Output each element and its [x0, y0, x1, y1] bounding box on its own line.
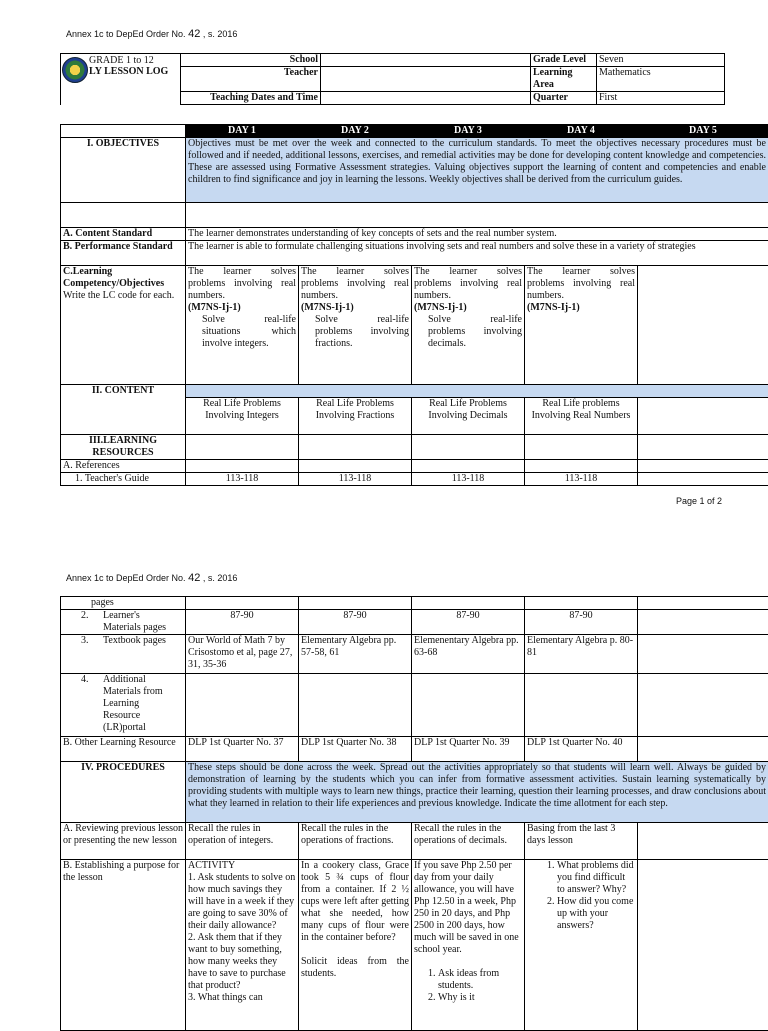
content-label: II. CONTENT — [61, 385, 186, 435]
establishing-day-2[interactable]: In a cookery class, Grace took 5 ¾ cups of flour from a container. If 2 ½ cups were left after getting what she needed, how many cups of flour were in the container before? Solicit ideas from the students. — [299, 860, 412, 1031]
procedures-label: IV. PROCEDURES — [61, 762, 186, 823]
teacher-label: Teacher — [181, 67, 321, 92]
competency-day-5[interactable] — [638, 266, 768, 385]
competency-sub: Write the LC code for each. — [63, 290, 183, 302]
establishing-label: B. Establishing a purpose for the lesson — [61, 860, 186, 1031]
objectives-label: I. OBJECTIVES — [61, 138, 186, 203]
textbook-day-5[interactable] — [638, 635, 768, 674]
reviewing-day-5[interactable] — [638, 823, 768, 860]
reviewing-label: A. Reviewing previous lesson or presenting the new lesson — [61, 823, 186, 860]
content-day-4[interactable]: Real Life problems Involving Real Numbers — [525, 398, 638, 435]
teachers-guide-day-3[interactable]: 113-118 — [412, 473, 525, 486]
teachers-guide-day-1[interactable]: 113-118 — [186, 473, 299, 486]
other-day-5[interactable] — [638, 737, 768, 762]
procedures-text: These steps should be done across the week. Spread out the activities appropriately so that students will learn well. Always be guided by demonstration of learning by the students which you can infer from formative assessment activities. Sustain learning systematically by providing students with multiple ways to learn new things, practice their learning, question their learning processes, and draw conclusions about what they learned in relation to their life experiences and previous knowledge. Indicate the time allotment for each step. — [186, 762, 768, 823]
additional-materials-label: 4. Additional Materials from Learning Resource (LR)portal — [61, 674, 186, 737]
teacher-value[interactable] — [321, 67, 531, 92]
grade-level-value[interactable]: Seven — [597, 54, 725, 67]
content-band — [186, 385, 768, 398]
textbook-label: 3. Textbook pages — [61, 635, 186, 674]
learners-day-1[interactable]: 87-90 — [186, 610, 299, 635]
day-1-header: DAY 1 — [186, 125, 299, 138]
content-day-2[interactable]: Real Life Problems Involving Fractions — [299, 398, 412, 435]
learning-area-value[interactable]: Mathematics — [597, 67, 725, 92]
textbook-day-4[interactable]: Elementary Algebra p. 80-81 — [525, 635, 638, 674]
learners-day-5[interactable] — [638, 610, 768, 635]
school-value[interactable] — [321, 54, 531, 67]
learners-day-2[interactable]: 87-90 — [299, 610, 412, 635]
textbook-day-1[interactable]: Our World of Math 7 by Crisostomo et al, page 27, 31, 35-36 — [186, 635, 299, 674]
grade-range: GRADE 1 to 12 — [89, 55, 168, 66]
teachers-guide-day-5[interactable] — [638, 473, 768, 486]
establishing-day-4-list: 1. What problems did you find difficult to answer? Why? 2. How did you come up with your answers? — [527, 860, 635, 932]
annex-note: Annex 1c to DepEd Order No. 42 , s. 2016 — [66, 28, 237, 40]
establishing-day-4[interactable] — [525, 860, 638, 1031]
school-logo-cell — [61, 54, 181, 105]
quarter-label: Quarter — [531, 92, 597, 105]
learning-resources-label: III.LEARNING RESOURCES — [61, 435, 186, 460]
learners-day-4[interactable]: 87-90 — [525, 610, 638, 635]
other-day-2[interactable]: DLP 1st Quarter No. 38 — [299, 737, 412, 762]
day-2-header: DAY 2 — [299, 125, 412, 138]
content-standard-label: A. Content Standard — [61, 228, 186, 241]
teachers-guide-day-4[interactable]: 113-118 — [525, 473, 638, 486]
grade-level-label: Grade Level — [531, 54, 597, 67]
lesson-log-title: LY LESSON LOG — [89, 66, 168, 77]
lesson-log-table-page1 — [60, 124, 768, 486]
objectives-text: Objectives must be met over the week and connected to the curriculum standards. To meet the objectives necessary procedures must be followed and if needed, additional lessons, exercises, and remedial activities may be done for developing content knowledge and competencies. These are assessed using Formative Assessment strategies. Valuing objectives support the learning of content and competencies and enable children to find significance and joy in learning the lessons. Weekly objectives shall be derived from the curriculum guides. — [186, 138, 768, 203]
competency-day-4[interactable]: The learner solves problems involving real numbers. (M7NS-Ij-1) — [525, 266, 638, 385]
day-4-header: DAY 4 — [525, 125, 638, 138]
other-day-4[interactable]: DLP 1st Quarter No. 40 — [525, 737, 638, 762]
content-day-5[interactable] — [638, 398, 768, 435]
header-table — [60, 53, 725, 105]
establishing-day-3[interactable]: If you save Php 2.50 per day from your daily allowance, you will have Php 12.50 in a week, Php 250 in 20 days, and Php 2500 in 200 days, how much will be saved in one school year. 1. Ask ideas from students. 2. Why is it — [412, 860, 525, 1031]
reviewing-day-4[interactable]: Basing from the last 3 days lesson — [525, 823, 638, 860]
performance-standard-text: The learner is able to formulate challenging situations involving sets and real numbers and solve these in a variety of strategies — [186, 241, 768, 266]
competency-day-3[interactable]: The learner solves problems involving real numbers. (M7NS-Ij-1) Solve real-life problems involving decimals. — [412, 266, 525, 385]
other-day-3[interactable]: DLP 1st Quarter No. 39 — [412, 737, 525, 762]
competency-day-1[interactable]: The learner solves problems involving real numbers. (M7NS-Ij-1) Solve real-life situations which involve integers. — [186, 266, 299, 385]
establishing-day-3-list: 1. Ask ideas from students. 2. Why is it — [414, 968, 522, 1004]
annex-note-page2: Annex 1c to DepEd Order No. 42 , s. 2016 — [66, 572, 237, 584]
establishing-day-1[interactable]: ACTIVITY 1. Ask students to solve on how much savings they will have in a week if they are going to save 30% of their daily allowance? 2. Ask them that if they want to buy something, how many weeks they have to save to purchase that product? 3. What things can — [186, 860, 299, 1031]
page-number: Page 1 of 2 — [676, 496, 722, 506]
reviewing-day-1[interactable]: Recall the rules in operation of integers. — [186, 823, 299, 860]
teachers-guide-day-2[interactable]: 113-118 — [299, 473, 412, 486]
textbook-day-3[interactable]: Elemenentary Algebra pp. 63-68 — [412, 635, 525, 674]
references-label: A. References — [61, 460, 186, 473]
teachers-guide-label: 1. Teacher's Guide — [61, 473, 186, 486]
day-3-header: DAY 3 — [412, 125, 525, 138]
establishing-day-5[interactable] — [638, 860, 768, 1031]
objectives-blank[interactable] — [186, 203, 768, 228]
content-standard-text: The learner demonstrates understanding of key concepts of sets and the real number system. — [186, 228, 768, 241]
learners-day-3[interactable]: 87-90 — [412, 610, 525, 635]
day-5-header: DAY 5 — [638, 125, 768, 138]
competency-label: C.Learning Competency/Objectives — [63, 266, 183, 290]
performance-standard-label: B. Performance Standard — [61, 241, 186, 266]
reviewing-day-2[interactable]: Recall the rules in the operations of fractions. — [299, 823, 412, 860]
other-day-1[interactable]: DLP 1st Quarter No. 37 — [186, 737, 299, 762]
learners-materials-label: 2. Learner's Materials pages — [61, 610, 186, 635]
teaching-dates-label: Teaching Dates and Time — [181, 92, 321, 105]
quarter-value[interactable]: First — [597, 92, 725, 105]
pages-label: pages — [61, 597, 186, 610]
reviewing-day-3[interactable]: Recall the rules in the operations of decimals. — [412, 823, 525, 860]
content-day-1[interactable]: Real Life Problems Involving Integers — [186, 398, 299, 435]
competency-day-2[interactable]: The learner solves problems involving real numbers. (M7NS-Ij-1) Solve real-life problems involving fractions. — [299, 266, 412, 385]
other-resource-label: B. Other Learning Resource — [61, 737, 186, 762]
teaching-dates-value[interactable] — [321, 92, 531, 105]
content-day-3[interactable]: Real Life Problems Involving Decimals — [412, 398, 525, 435]
competency-label-cell — [61, 266, 186, 385]
deped-seal-icon — [62, 57, 88, 83]
textbook-day-2[interactable]: Elementary Algebra pp. 57-58, 61 — [299, 635, 412, 674]
learning-area-label: Learning Area — [531, 67, 597, 92]
day-header-row — [61, 125, 768, 138]
lesson-log-table-page2 — [60, 596, 768, 1031]
school-label: School — [181, 54, 321, 67]
